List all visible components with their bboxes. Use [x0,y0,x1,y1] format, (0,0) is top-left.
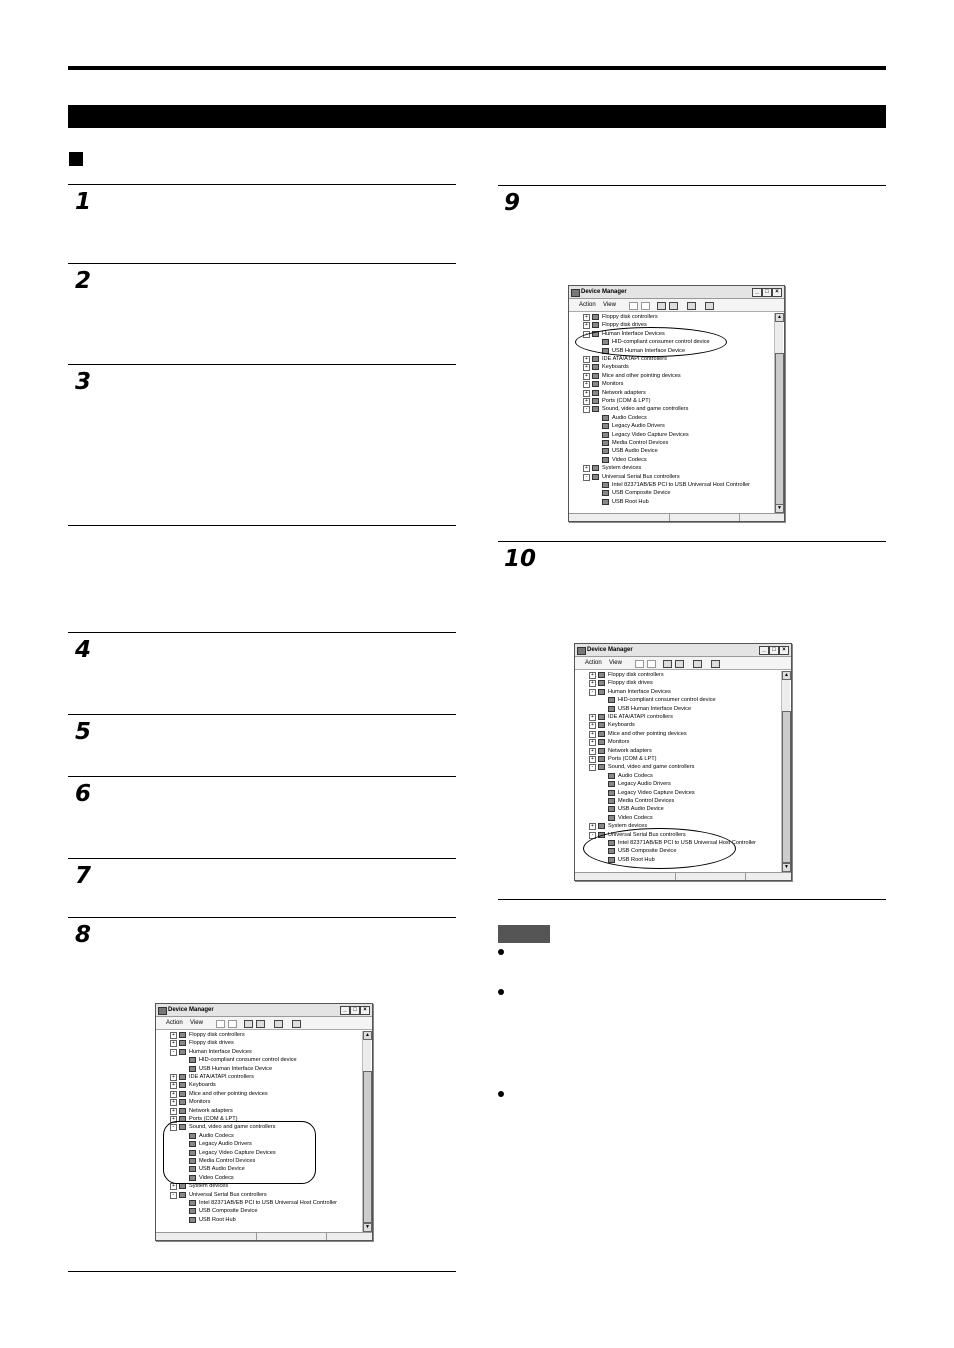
expand-icon[interactable]: + [589,756,596,763]
expand-icon[interactable]: + [583,356,590,363]
left-rule [68,364,456,365]
floppy-icon [598,680,605,686]
expand-icon[interactable]: + [589,714,596,721]
left-rule [68,632,456,633]
minimize-button[interactable]: _ [752,288,762,297]
menu-view[interactable]: View [609,660,622,666]
collapse-icon[interactable]: - [170,1192,177,1199]
highlight-circle-usb [583,828,736,869]
properties-icon[interactable] [675,660,684,668]
expand-icon[interactable]: + [170,1099,177,1106]
expand-icon[interactable]: + [170,1091,177,1098]
monitor-icon [179,1099,186,1105]
maximize-button[interactable]: □ [762,288,772,297]
usb-icon [189,1200,196,1206]
scroll-thumb[interactable] [775,353,784,505]
scroll-thumb[interactable] [363,1071,372,1223]
step-number-6: 6 [75,781,92,807]
window-titlebar [575,644,791,657]
hid-icon [189,1066,196,1072]
scroll-down-arrow-icon[interactable]: ▼ [363,1223,372,1232]
properties-icon[interactable] [669,302,678,310]
usb-icon [602,490,609,496]
menu-view[interactable]: View [190,1020,203,1026]
computer-icon [598,823,605,829]
usb-icon [189,1208,196,1214]
left-rule [68,776,456,777]
speaker-icon [602,415,609,421]
maximize-button[interactable]: □ [350,1006,360,1015]
ide-icon [179,1074,186,1080]
forward-arrow-icon[interactable] [647,660,656,668]
expand-icon[interactable]: + [170,1074,177,1081]
usb-icon [602,499,609,505]
floppy-icon [592,322,599,328]
keyboard-icon [592,364,599,370]
help-icon[interactable] [705,302,714,310]
step-number-9: 9 [504,190,521,216]
right-rule [498,899,886,900]
floppy-icon [179,1032,186,1038]
vertical-scrollbar[interactable] [362,1031,371,1232]
speaker-icon [602,457,609,463]
help-icon[interactable] [711,660,720,668]
mouse-icon [179,1091,186,1097]
computer-icon [179,1183,186,1189]
expand-icon[interactable]: + [589,722,596,729]
window-title: Device Manager [168,1007,214,1013]
window-titlebar [569,286,784,299]
step-number-5: 5 [75,719,92,745]
collapse-icon[interactable]: - [589,689,596,696]
close-button[interactable]: × [772,288,782,297]
left-rule [68,1271,456,1272]
help-icon[interactable] [292,1020,301,1028]
back-arrow-icon[interactable] [216,1020,225,1028]
scroll-thumb[interactable] [782,711,791,863]
close-button[interactable]: × [360,1006,370,1015]
expand-icon[interactable]: + [583,373,590,380]
speaker-icon [592,406,599,412]
hid-icon [189,1057,196,1063]
expand-icon[interactable]: + [589,739,596,746]
speaker-icon [598,764,605,770]
device-manager-icon [577,647,586,655]
forward-arrow-icon[interactable] [641,302,650,310]
vertical-scrollbar[interactable] [774,313,783,513]
menu-toolbar [575,657,791,670]
speaker-icon [608,798,615,804]
expand-icon[interactable]: + [583,322,590,329]
usb-icon [602,482,609,488]
floppy-icon [592,314,599,320]
expand-icon[interactable]: + [589,672,596,679]
back-arrow-icon[interactable] [635,660,644,668]
status-bar [575,872,791,880]
highlight-circle-hid [575,327,727,357]
collapse-icon[interactable]: - [583,406,590,413]
scroll-down-arrow-icon[interactable]: ▼ [775,504,784,513]
hid-icon [598,689,605,695]
expand-icon[interactable]: + [589,823,596,830]
left-rule [68,858,456,859]
window-title: Device Manager [581,289,627,295]
expand-icon[interactable]: + [589,748,596,755]
device-tree: + Floppy disk controllers + Floppy disk drives - Human Interface Devices HID-compliant consumer control device USB Human Interface Device + IDE ATA/ATAPI controllers + Keyboards + Mice and other pointing devices + Monitors + Network adapters + Ports (COM & LPT) - Sound, video and game controllers Audio Codecs Legacy Audio Drivers Legacy Video Capture Devices Media Control Devices USB Audio Device Video Codecs + System devices - Universal Serial Bus controllers Intel 82371AB/EB PCI to USB Universal Host Controller USB Composite Device USB Root Hub [577,671,781,872]
expand-icon[interactable]: + [583,398,590,405]
status-bar [156,1232,372,1240]
collapse-icon[interactable]: - [583,331,590,338]
hid-icon [179,1049,186,1055]
left-rule [68,917,456,918]
collapse-icon[interactable]: - [583,474,590,481]
port-icon [592,398,599,404]
left-rule [68,525,456,526]
speaker-icon [602,448,609,454]
ide-icon [598,714,605,720]
step-number-10: 10 [504,546,537,572]
speaker-icon [608,781,615,787]
scan-hardware-icon[interactable] [274,1020,283,1028]
section-header-bar [68,105,886,128]
properties-icon[interactable] [256,1020,265,1028]
scroll-up-arrow-icon[interactable]: ▲ [775,313,784,322]
menu-action[interactable]: Action [585,660,602,666]
right-rule [498,185,886,186]
collapse-icon[interactable]: - [170,1124,177,1131]
step-number-4: 4 [75,637,92,663]
expand-icon[interactable]: + [170,1116,177,1123]
mouse-icon [598,731,605,737]
window-title: Device Manager [587,647,633,653]
device-tree: + Floppy disk controllers + Floppy disk drives - Human Interface Devices HID-compliant consumer control device USB Human Interface Device + IDE ATA/ATAPI controllers + Keyboards + Mice and other pointing devices + Monitors + Network adapters + Ports (COM & LPT) - Sound, video and game controllers Audio Codecs Legacy Audio Drivers Legacy Video Capture Devices Media Control Devices USB Audio Device Video Codecs + System devices - Universal Serial Bus controllers Intel 82371AB/EB PCI to USB Universal Host Controller USB Composite Device USB Root Hub [571,313,774,513]
vertical-scrollbar[interactable] [781,671,790,872]
maximize-button[interactable]: □ [769,646,779,655]
expand-icon[interactable]: + [170,1183,177,1190]
expand-icon[interactable]: + [170,1040,177,1047]
ide-icon [592,356,599,362]
network-icon [592,390,599,396]
monitor-icon [592,381,599,387]
folder-icon[interactable] [657,302,666,310]
menu-action[interactable]: Action [579,302,596,308]
scroll-up-arrow-icon[interactable]: ▲ [782,671,791,680]
device-manager-icon [158,1007,167,1015]
scroll-down-arrow-icon[interactable]: ▼ [782,863,791,872]
folder-icon[interactable] [244,1020,253,1028]
expand-icon[interactable]: + [170,1082,177,1089]
note-label-box [498,925,550,943]
expand-icon[interactable]: + [583,364,590,371]
top-rule [68,66,886,70]
minimize-button[interactable]: _ [759,646,769,655]
speaker-icon [602,423,609,429]
collapse-icon[interactable]: - [589,832,596,839]
collapse-icon[interactable]: - [589,764,596,771]
minimize-button[interactable]: _ [340,1006,350,1015]
keyboard-icon [598,722,605,728]
mouse-icon [592,373,599,379]
close-button[interactable]: × [779,646,789,655]
back-arrow-icon[interactable] [629,302,638,310]
expand-icon[interactable]: + [583,390,590,397]
expand-icon[interactable]: + [589,680,596,687]
menu-toolbar [569,299,784,312]
usb-icon [189,1217,196,1223]
speaker-icon [608,806,615,812]
network-icon [598,748,605,754]
right-rule [498,541,886,542]
expand-icon[interactable]: + [583,314,590,321]
menu-view[interactable]: View [603,302,616,308]
expand-icon[interactable]: + [589,731,596,738]
floppy-icon [598,672,605,678]
keyboard-icon [179,1082,186,1088]
step-number-7: 7 [75,863,92,889]
left-rule [68,714,456,715]
highlight-box-sound [163,1121,316,1184]
speaker-icon [608,815,615,821]
hid-icon [608,697,615,703]
device-tree: + Floppy disk controllers + Floppy disk drives - Human Interface Devices HID-compliant consumer control device USB Human Interface Device + IDE ATA/ATAPI controllers + Keyboards + Mice and other pointing devices + Monitors + Network adapters + Ports (COM & LPT) - Sound, video and game controllers Audio Codecs Legacy Audio Drivers Legacy Video Capture Devices Media Control Devices USB Audio Device Video Codecs + System devices - Universal Serial Bus controllers Intel 82371AB/EB PCI to USB Universal Host Controller USB Composite Device USB Root Hub [158,1031,362,1232]
window-titlebar [156,1004,372,1017]
device-manager-icon [571,289,580,297]
speaker-icon [608,773,615,779]
collapse-icon[interactable]: - [170,1049,177,1056]
usb-icon [179,1192,186,1198]
step-number-1: 1 [75,189,92,215]
note-bullet [498,989,504,995]
subsection-square-icon [69,152,83,166]
step-number-2: 2 [75,268,92,294]
monitor-icon [598,739,605,745]
port-icon [598,756,605,762]
network-icon [179,1108,186,1114]
step-number-3: 3 [75,369,92,395]
scan-hardware-icon[interactable] [687,302,696,310]
scroll-up-arrow-icon[interactable]: ▲ [363,1031,372,1040]
expand-icon[interactable]: + [583,465,590,472]
menu-action[interactable]: Action [166,1020,183,1026]
scan-hardware-icon[interactable] [693,660,702,668]
computer-icon [592,465,599,471]
expand-icon[interactable]: + [170,1108,177,1115]
speaker-icon [602,432,609,438]
left-rule [68,184,456,185]
expand-icon[interactable]: + [170,1032,177,1039]
usb-icon [592,474,599,480]
speaker-icon [608,790,615,796]
menu-toolbar [156,1017,372,1030]
left-rule [68,263,456,264]
folder-icon[interactable] [663,660,672,668]
expand-icon[interactable]: + [583,381,590,388]
note-bullet [498,1091,504,1097]
speaker-icon [602,440,609,446]
step-number-8: 8 [75,922,92,948]
device-manager-window-hid [568,285,785,522]
hid-icon [608,706,615,712]
status-bar [569,513,784,521]
floppy-icon [179,1040,186,1046]
forward-arrow-icon[interactable] [228,1020,237,1028]
note-bullet [498,949,504,955]
